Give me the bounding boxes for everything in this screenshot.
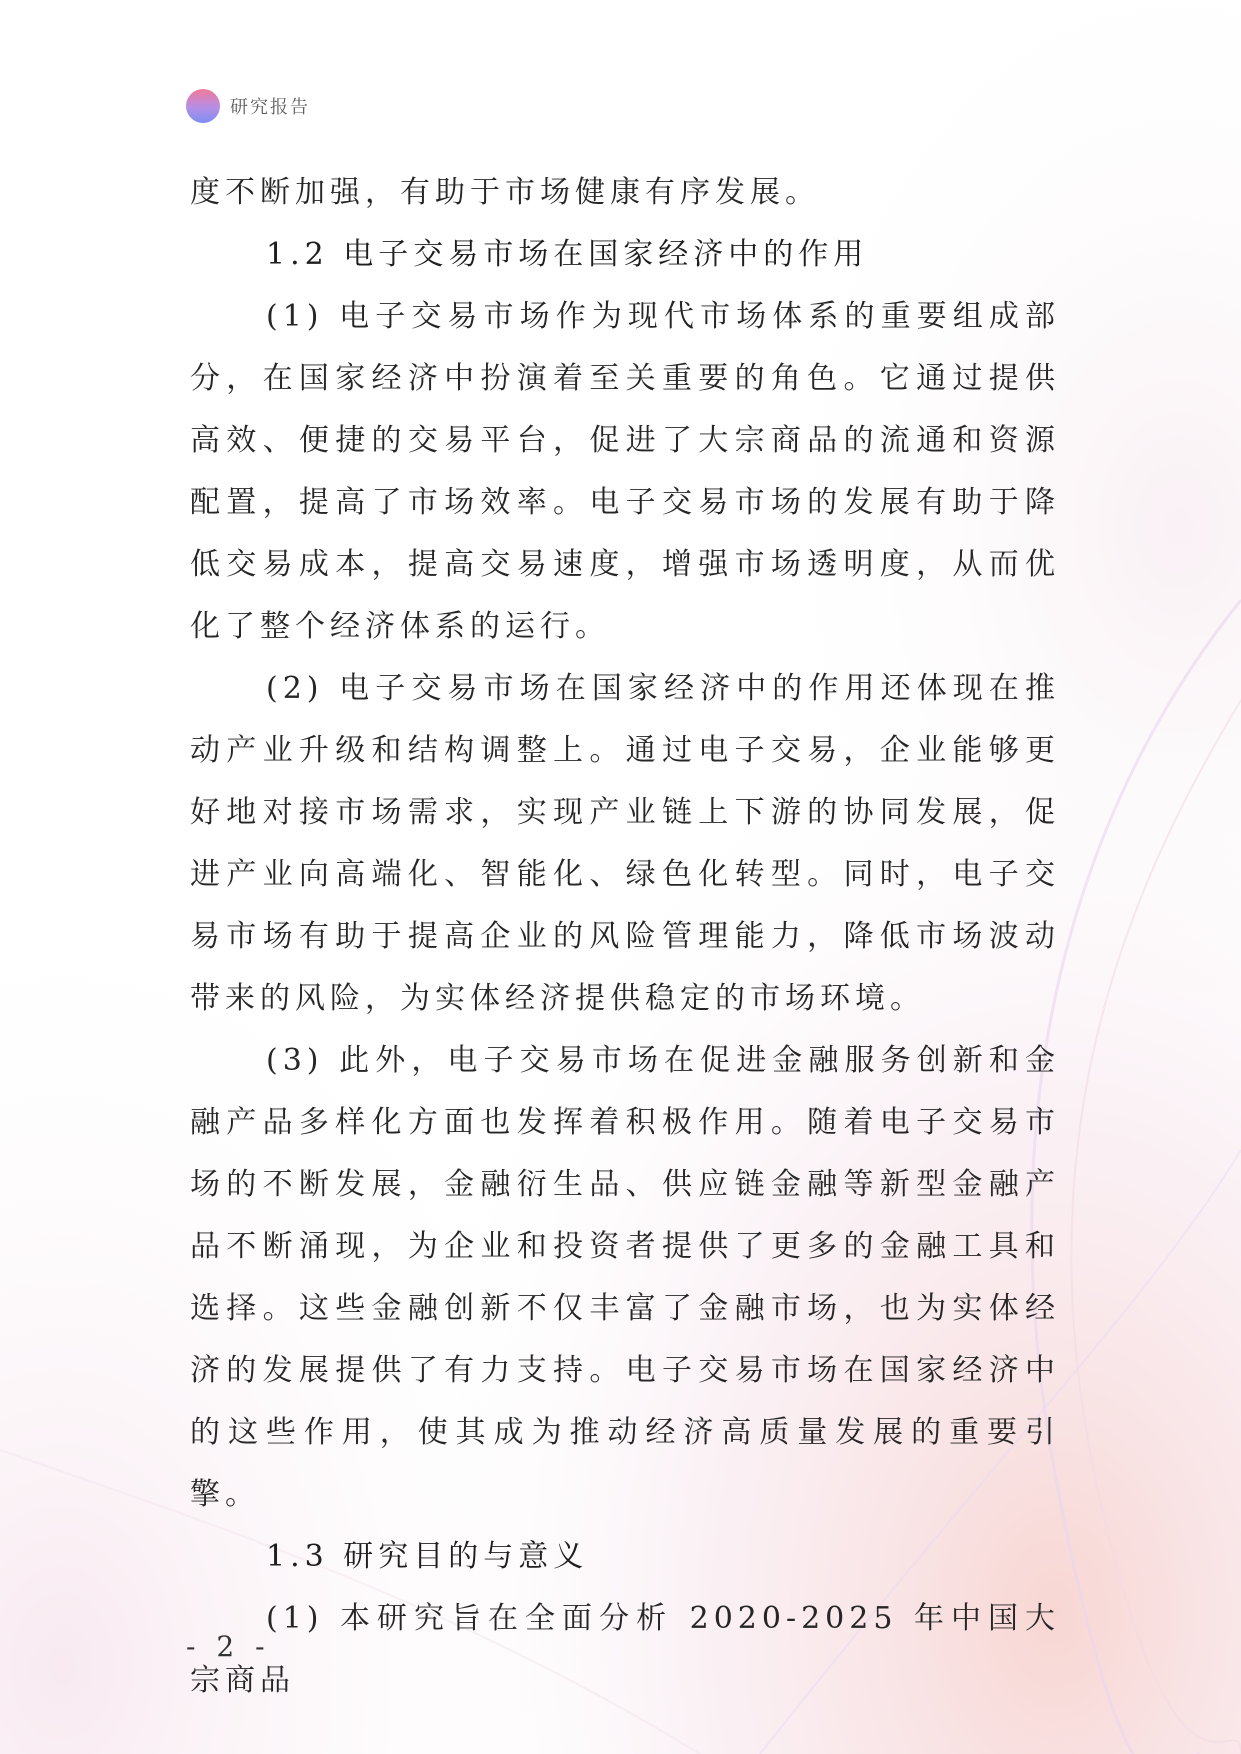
paragraph-1-2-2: (2) 电子交易市场在国家经济中的作用还体现在推动产业升级和结构调整上。通过电子交易，企业能够更好地对接市场需求，实现产业链上下游的协同发展，促进产业向高端化、智能化、绿色化转型。同时，电子交易市场有助于提高企业的风险管理能力，降低市场波动带来的风险，为实体经济提供稳定的市场环境。: [190, 671, 1060, 1016]
continuation-paragraph: 度不断加强，有助于市场健康有序发展。: [190, 175, 820, 210]
logo-icon: [186, 89, 220, 123]
page-number: - 2 -: [186, 1630, 271, 1663]
document-body: [190, 162, 1060, 1712]
report-header: [186, 88, 310, 124]
paragraph-1-2-1: (1) 电子交易市场作为现代市场体系的重要组成部分，在国家经济中扮演着至关重要的角色。它通过提供高效、便捷的交易平台，促进了大宗商品的流通和资源配置，提高了市场效率。电子交易市场的发展有助于降低交易成本，提高交易速度，增强市场透明度，从而优化了整个经济体系的运行。: [190, 299, 1060, 644]
header-title: 研究报告: [230, 97, 310, 118]
paragraph-1-2-3: (3) 此外，电子交易市场在促进金融服务创新和金融产品多样化方面也发挥着积极作用。随着电子交易市场的不断发展，金融衍生品、供应链金融等新型金融产品不断涌现，为企业和投资者提供了更多的金融工具和选择。这些金融创新不仅丰富了金融市场，也为实体经济的发展提供了有力支持。电子交易市场在国家经济中的这些作用，使其成为推动经济高质量发展的重要引擎。: [190, 1043, 1060, 1512]
section-heading-1-2: 1.2 电子交易市场在国家经济中的作用: [266, 237, 869, 272]
section-heading-1-3: 1.3 研究目的与意义: [266, 1539, 589, 1574]
paragraph-1-3-1: (1) 本研究旨在全面分析 2020-2025 年中国大宗商品: [190, 1601, 1060, 1698]
